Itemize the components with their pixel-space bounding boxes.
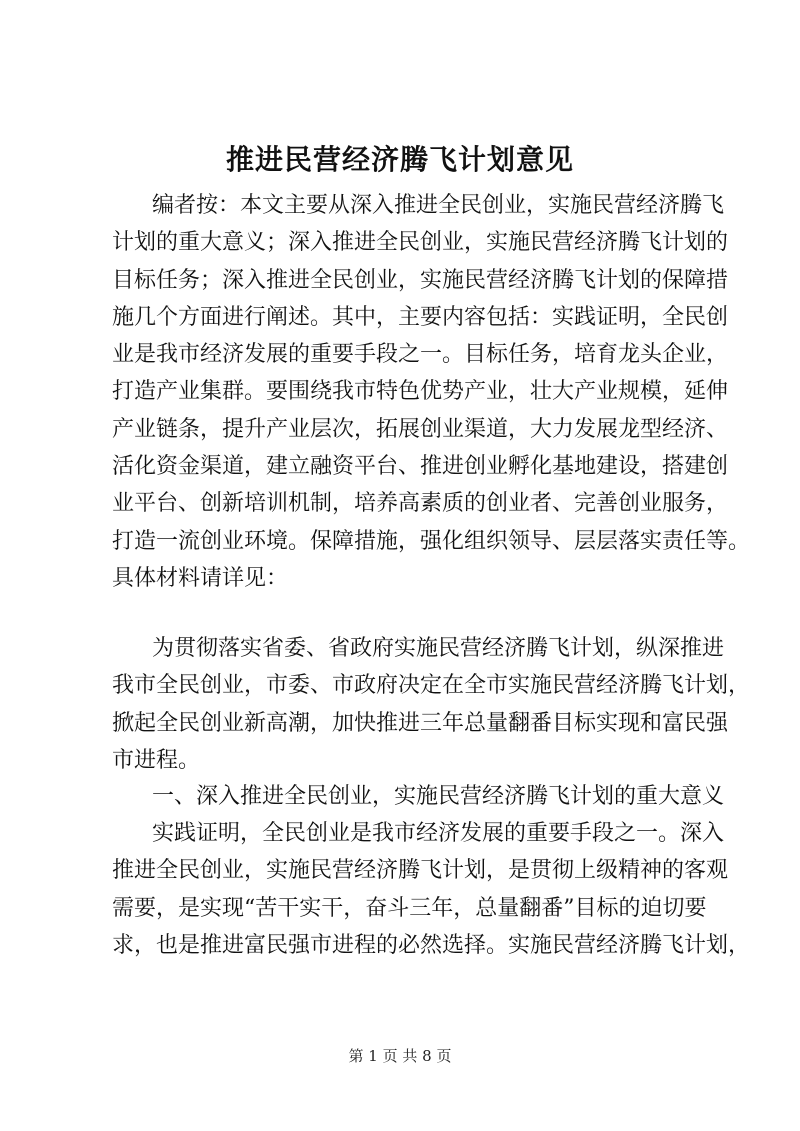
page-number-footer: 第 1 页 共 8 页 [348, 1047, 452, 1065]
text-line: 计划的重大意义；深入推进全民创业，实施民营经济腾飞计划的 [112, 230, 729, 256]
text-line: 打造一流创业环境。保障措施，强化组织领导、层层落实责任等。 [112, 528, 751, 554]
text-line: 掀起全民创业新高潮，加快推进三年总量翻番目标实现和富民强 [112, 710, 729, 736]
text-line: 打造产业集群。要围绕我市特色优势产业，壮大产业规模，延伸 [112, 379, 729, 405]
text-line: 我市全民创业，市委、市政府决定在全市实施民营经济腾飞计划， [112, 673, 751, 699]
paragraph-significance [112, 815, 751, 964]
paragraph-editor-note [112, 187, 751, 597]
paragraph-intro [112, 630, 751, 779]
text-line: 编者按：本文主要从深入推进全民创业，实施民营经济腾飞 [152, 193, 725, 218]
text-line: 推进全民创业，实施民营经济腾飞计划，是贯彻上级精神的客观 [112, 858, 729, 884]
section-heading [112, 778, 725, 815]
text-line: 活化资金渠道，建立融资平台、推进创业孵化基地建设，搭建创 [112, 454, 729, 480]
text-line: 一、深入推进全民创业，实施民营经济腾飞计划的重大意义 [152, 784, 725, 809]
text-line: 求，也是推进富民强市进程的必然选择。实施民营经济腾飞计划， [112, 932, 751, 958]
text-line: 目标任务；深入推进全民创业，实施民营经济腾飞计划的保障措 [112, 267, 729, 293]
text-line: 需要，是实现“苦干实干，奋斗三年，总量翻番”目标的迫切要 [112, 895, 707, 921]
text-line: 产业链条，提升产业层次，拓展创业渠道，大力发展龙型经济、 [112, 416, 729, 442]
text-line: 具体材料请详见： [112, 565, 289, 591]
text-line: 实践证明，全民创业是我市经济发展的重要手段之一。深入 [152, 821, 725, 846]
text-line: 施几个方面进行阐述。其中，主要内容包括：实践证明，全民创 [112, 304, 729, 330]
text-line: 市进程。 [112, 747, 201, 773]
text-line: 业平台、创新培训机制，培养高素质的创业者、完善创业服务， [112, 491, 729, 517]
text-line: 业是我市经济发展的重要手段之一。目标任务，培育龙头企业， [112, 342, 729, 368]
document-title: 推进民营经济腾飞计划意见 [225, 143, 574, 176]
text-line: 为贯彻落实省委、省政府实施民营经济腾飞计划，纵深推进 [152, 636, 725, 661]
